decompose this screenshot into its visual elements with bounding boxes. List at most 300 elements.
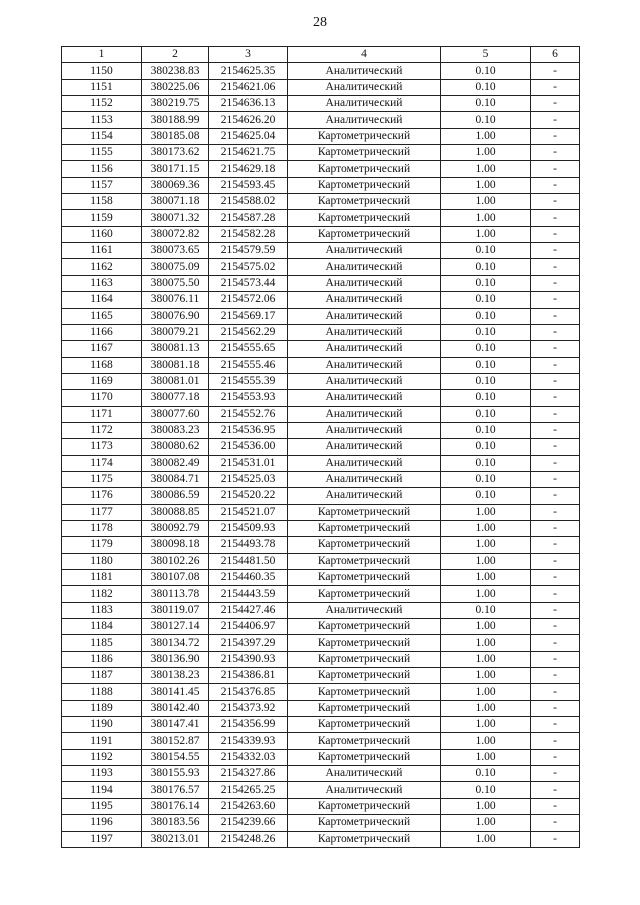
accuracy-cell: 1.00 [441,815,531,831]
point-number-cell: 1196 [62,815,142,831]
method-cell: Картометрический [288,700,441,716]
note-cell: - [531,471,580,487]
table-row [62,96,580,112]
table-row [62,602,580,618]
method-cell: Аналитический [288,471,441,487]
point-number-cell: 1177 [62,504,142,520]
method-cell: Картометрический [288,194,441,210]
x-coordinate-cell: 380173.62 [142,145,209,161]
y-coordinate-cell: 2154573.44 [209,275,288,291]
note-cell: - [531,406,580,422]
point-number-cell: 1188 [62,684,142,700]
point-number-cell: 1157 [62,177,142,193]
y-coordinate-cell: 2154332.03 [209,749,288,765]
accuracy-cell: 0.10 [441,63,531,79]
accuracy-cell: 0.10 [441,373,531,389]
method-cell: Картометрический [288,586,441,602]
x-coordinate-cell: 380136.90 [142,651,209,667]
method-cell: Картометрический [288,717,441,733]
table-row [62,815,580,831]
x-coordinate-cell: 380098.18 [142,537,209,553]
method-cell: Аналитический [288,341,441,357]
point-number-cell: 1171 [62,406,142,422]
accuracy-cell: 0.10 [441,766,531,782]
table-row [62,455,580,471]
point-number-cell: 1182 [62,586,142,602]
y-coordinate-cell: 2154621.06 [209,79,288,95]
table-row [62,63,580,79]
x-coordinate-cell: 380142.40 [142,700,209,716]
table-row [62,766,580,782]
method-cell: Аналитический [288,275,441,291]
accuracy-cell: 1.00 [441,128,531,144]
y-coordinate-cell: 2154553.93 [209,390,288,406]
y-coordinate-cell: 2154552.76 [209,406,288,422]
table-row [62,798,580,814]
note-cell: - [531,128,580,144]
y-coordinate-cell: 2154531.01 [209,455,288,471]
method-cell: Картометрический [288,128,441,144]
y-coordinate-cell: 2154555.46 [209,357,288,373]
x-coordinate-cell: 380107.08 [142,570,209,586]
point-number-cell: 1165 [62,308,142,324]
accuracy-cell: 0.10 [441,79,531,95]
x-coordinate-cell: 380219.75 [142,96,209,112]
x-coordinate-cell: 380077.18 [142,390,209,406]
table-row [62,439,580,455]
y-coordinate-cell: 2154525.03 [209,471,288,487]
table-row [62,733,580,749]
accuracy-cell: 1.00 [441,619,531,635]
table-row [62,243,580,259]
point-number-cell: 1174 [62,455,142,471]
note-cell: - [531,79,580,95]
note-cell: - [531,782,580,798]
note-cell: - [531,292,580,308]
y-coordinate-cell: 2154427.46 [209,602,288,618]
accuracy-cell: 1.00 [441,210,531,226]
note-cell: - [531,586,580,602]
note-cell: - [531,324,580,340]
point-number-cell: 1185 [62,635,142,651]
accuracy-cell: 1.00 [441,798,531,814]
y-coordinate-cell: 2154460.35 [209,570,288,586]
x-coordinate-cell: 380138.23 [142,668,209,684]
table-row [62,259,580,275]
table-row [62,782,580,798]
point-number-cell: 1162 [62,259,142,275]
x-coordinate-cell: 380075.09 [142,259,209,275]
x-coordinate-cell: 380147.41 [142,717,209,733]
accuracy-cell: 1.00 [441,700,531,716]
method-cell: Картометрический [288,684,441,700]
accuracy-cell: 1.00 [441,194,531,210]
y-coordinate-cell: 2154587.28 [209,210,288,226]
table-row [62,471,580,487]
accuracy-cell: 1.00 [441,161,531,177]
note-cell: - [531,635,580,651]
note-cell: - [531,570,580,586]
point-number-cell: 1181 [62,570,142,586]
accuracy-cell: 1.00 [441,537,531,553]
method-cell: Картометрический [288,537,441,553]
accuracy-cell: 0.10 [441,471,531,487]
table-row [62,308,580,324]
x-coordinate-cell: 380076.90 [142,308,209,324]
point-number-cell: 1179 [62,537,142,553]
header-row [62,47,580,63]
x-coordinate-cell: 380213.01 [142,831,209,847]
note-cell: - [531,455,580,471]
note-cell: - [531,520,580,536]
point-number-cell: 1168 [62,357,142,373]
note-cell: - [531,194,580,210]
note-cell: - [531,63,580,79]
accuracy-cell: 1.00 [441,553,531,569]
page-number: 28 [313,15,327,30]
table-row [62,406,580,422]
note-cell: - [531,766,580,782]
y-coordinate-cell: 2154397.29 [209,635,288,651]
accuracy-cell: 0.10 [441,292,531,308]
table-row [62,635,580,651]
y-coordinate-cell: 2154373.92 [209,700,288,716]
table-row [62,112,580,128]
note-cell: - [531,210,580,226]
table-row [62,128,580,144]
accuracy-cell: 0.10 [441,439,531,455]
point-number-cell: 1195 [62,798,142,814]
table-row [62,700,580,716]
point-number-cell: 1180 [62,553,142,569]
point-number-cell: 1187 [62,668,142,684]
note-cell: - [531,749,580,765]
x-coordinate-cell: 380127.14 [142,619,209,635]
x-coordinate-cell: 380075.50 [142,275,209,291]
point-number-cell: 1178 [62,520,142,536]
y-coordinate-cell: 2154582.28 [209,226,288,242]
accuracy-cell: 0.10 [441,243,531,259]
y-coordinate-cell: 2154575.02 [209,259,288,275]
method-cell: Картометрический [288,570,441,586]
accuracy-cell: 1.00 [441,831,531,847]
x-coordinate-cell: 380082.49 [142,455,209,471]
point-number-cell: 1192 [62,749,142,765]
header-cell: 4 [288,47,441,63]
y-coordinate-cell: 2154536.95 [209,422,288,438]
method-cell: Аналитический [288,439,441,455]
point-number-cell: 1173 [62,439,142,455]
x-coordinate-cell: 380141.45 [142,684,209,700]
y-coordinate-cell: 2154481.50 [209,553,288,569]
point-number-cell: 1186 [62,651,142,667]
header-cell: 6 [531,47,580,63]
header-cell: 1 [62,47,142,63]
point-number-cell: 1170 [62,390,142,406]
x-coordinate-cell: 380185.08 [142,128,209,144]
x-coordinate-cell: 380072.82 [142,226,209,242]
table-row [62,586,580,602]
point-number-cell: 1189 [62,700,142,716]
note-cell: - [531,259,580,275]
y-coordinate-cell: 2154593.45 [209,177,288,193]
y-coordinate-cell: 2154443.59 [209,586,288,602]
note-cell: - [531,145,580,161]
table-row [62,717,580,733]
method-cell: Аналитический [288,112,441,128]
x-coordinate-cell: 380080.62 [142,439,209,455]
x-coordinate-cell: 380081.01 [142,373,209,389]
x-coordinate-cell: 380134.72 [142,635,209,651]
x-coordinate-cell: 380081.13 [142,341,209,357]
accuracy-cell: 1.00 [441,684,531,700]
y-coordinate-cell: 2154629.18 [209,161,288,177]
method-cell: Аналитический [288,406,441,422]
x-coordinate-cell: 380154.55 [142,749,209,765]
y-coordinate-cell: 2154555.65 [209,341,288,357]
note-cell: - [531,390,580,406]
accuracy-cell: 0.10 [441,324,531,340]
point-number-cell: 1161 [62,243,142,259]
y-coordinate-cell: 2154376.85 [209,684,288,700]
accuracy-cell: 1.00 [441,177,531,193]
table-row [62,161,580,177]
note-cell: - [531,815,580,831]
point-number-cell: 1156 [62,161,142,177]
table-row [62,488,580,504]
x-coordinate-cell: 380083.23 [142,422,209,438]
method-cell: Картометрический [288,504,441,520]
accuracy-cell: 1.00 [441,145,531,161]
x-coordinate-cell: 380171.15 [142,161,209,177]
x-coordinate-cell: 380071.18 [142,194,209,210]
note-cell: - [531,537,580,553]
table-body [62,63,580,848]
y-coordinate-cell: 2154248.26 [209,831,288,847]
table-row [62,79,580,95]
x-coordinate-cell: 380079.21 [142,324,209,340]
x-coordinate-cell: 380088.85 [142,504,209,520]
accuracy-cell: 0.10 [441,455,531,471]
y-coordinate-cell: 2154239.66 [209,815,288,831]
table-header [62,47,580,63]
point-number-cell: 1152 [62,96,142,112]
method-cell: Аналитический [288,602,441,618]
table-row [62,357,580,373]
header-cell: 3 [209,47,288,63]
y-coordinate-cell: 2154265.25 [209,782,288,798]
header-cell: 5 [441,47,531,63]
method-cell: Аналитический [288,390,441,406]
note-cell: - [531,700,580,716]
accuracy-cell: 0.10 [441,275,531,291]
table-row [62,537,580,553]
method-cell: Аналитический [288,292,441,308]
note-cell: - [531,798,580,814]
note-cell: - [531,668,580,684]
method-cell: Аналитический [288,243,441,259]
method-cell: Аналитический [288,488,441,504]
note-cell: - [531,243,580,259]
table-row [62,341,580,357]
table-row [62,422,580,438]
method-cell: Картометрический [288,831,441,847]
y-coordinate-cell: 2154493.78 [209,537,288,553]
method-cell: Картометрический [288,749,441,765]
point-number-cell: 1191 [62,733,142,749]
note-cell: - [531,602,580,618]
y-coordinate-cell: 2154390.93 [209,651,288,667]
point-number-cell: 1155 [62,145,142,161]
point-number-cell: 1184 [62,619,142,635]
point-number-cell: 1183 [62,602,142,618]
accuracy-cell: 0.10 [441,308,531,324]
point-number-cell: 1164 [62,292,142,308]
accuracy-cell: 1.00 [441,520,531,536]
method-cell: Картометрический [288,226,441,242]
method-cell: Картометрический [288,651,441,667]
note-cell: - [531,96,580,112]
note-cell: - [531,439,580,455]
accuracy-cell: 1.00 [441,749,531,765]
x-coordinate-cell: 380077.60 [142,406,209,422]
x-coordinate-cell: 380076.11 [142,292,209,308]
note-cell: - [531,308,580,324]
note-cell: - [531,422,580,438]
y-coordinate-cell: 2154562.29 [209,324,288,340]
x-coordinate-cell: 380073.65 [142,243,209,259]
note-cell: - [531,717,580,733]
y-coordinate-cell: 2154579.59 [209,243,288,259]
x-coordinate-cell: 380102.26 [142,553,209,569]
table-row [62,373,580,389]
y-coordinate-cell: 2154572.06 [209,292,288,308]
note-cell: - [531,684,580,700]
y-coordinate-cell: 2154555.39 [209,373,288,389]
x-coordinate-cell: 380113.78 [142,586,209,602]
method-cell: Картометрический [288,210,441,226]
y-coordinate-cell: 2154625.04 [209,128,288,144]
accuracy-cell: 1.00 [441,668,531,684]
y-coordinate-cell: 2154509.93 [209,520,288,536]
x-coordinate-cell: 380069.36 [142,177,209,193]
table-row [62,749,580,765]
table-row [62,177,580,193]
table-row [62,226,580,242]
point-number-cell: 1194 [62,782,142,798]
table-row [62,504,580,520]
y-coordinate-cell: 2154569.17 [209,308,288,324]
point-number-cell: 1197 [62,831,142,847]
method-cell: Картометрический [288,798,441,814]
method-cell: Аналитический [288,422,441,438]
note-cell: - [531,177,580,193]
point-number-cell: 1159 [62,210,142,226]
note-cell: - [531,112,580,128]
y-coordinate-cell: 2154536.00 [209,439,288,455]
note-cell: - [531,831,580,847]
point-number-cell: 1176 [62,488,142,504]
y-coordinate-cell: 2154386.81 [209,668,288,684]
note-cell: - [531,733,580,749]
point-number-cell: 1193 [62,766,142,782]
note-cell: - [531,488,580,504]
method-cell: Аналитический [288,79,441,95]
x-coordinate-cell: 380071.32 [142,210,209,226]
note-cell: - [531,161,580,177]
accuracy-cell: 1.00 [441,635,531,651]
table-row [62,619,580,635]
accuracy-cell: 0.10 [441,96,531,112]
point-number-cell: 1190 [62,717,142,733]
point-number-cell: 1166 [62,324,142,340]
table-row [62,145,580,161]
method-cell: Аналитический [288,308,441,324]
note-cell: - [531,373,580,389]
method-cell: Аналитический [288,455,441,471]
accuracy-cell: 0.10 [441,782,531,798]
accuracy-cell: 0.10 [441,341,531,357]
note-cell: - [531,341,580,357]
note-cell: - [531,275,580,291]
x-coordinate-cell: 380092.79 [142,520,209,536]
x-coordinate-cell: 380176.57 [142,782,209,798]
point-number-cell: 1153 [62,112,142,128]
method-cell: Картометрический [288,177,441,193]
header-cell: 2 [142,47,209,63]
y-coordinate-cell: 2154356.99 [209,717,288,733]
method-cell: Картометрический [288,520,441,536]
table-row [62,668,580,684]
point-number-cell: 1163 [62,275,142,291]
point-number-cell: 1158 [62,194,142,210]
accuracy-cell: 1.00 [441,717,531,733]
x-coordinate-cell: 380238.83 [142,63,209,79]
method-cell: Картометрический [288,635,441,651]
coordinates-table [61,46,580,848]
point-number-cell: 1151 [62,79,142,95]
method-cell: Картометрический [288,733,441,749]
x-coordinate-cell: 380225.06 [142,79,209,95]
x-coordinate-cell: 380086.59 [142,488,209,504]
accuracy-cell: 0.10 [441,112,531,128]
method-cell: Аналитический [288,357,441,373]
accuracy-cell: 0.10 [441,357,531,373]
accuracy-cell: 1.00 [441,570,531,586]
accuracy-cell: 1.00 [441,504,531,520]
method-cell: Картометрический [288,619,441,635]
method-cell: Картометрический [288,815,441,831]
method-cell: Аналитический [288,259,441,275]
method-cell: Картометрический [288,145,441,161]
note-cell: - [531,226,580,242]
point-number-cell: 1175 [62,471,142,487]
y-coordinate-cell: 2154520.22 [209,488,288,504]
y-coordinate-cell: 2154626.20 [209,112,288,128]
x-coordinate-cell: 380119.07 [142,602,209,618]
point-number-cell: 1154 [62,128,142,144]
method-cell: Картометрический [288,668,441,684]
accuracy-cell: 1.00 [441,226,531,242]
accuracy-cell: 1.00 [441,651,531,667]
point-number-cell: 1172 [62,422,142,438]
table-row [62,292,580,308]
point-number-cell: 1150 [62,63,142,79]
accuracy-cell: 0.10 [441,422,531,438]
accuracy-cell: 1.00 [441,586,531,602]
y-coordinate-cell: 2154263.60 [209,798,288,814]
table-row [62,570,580,586]
